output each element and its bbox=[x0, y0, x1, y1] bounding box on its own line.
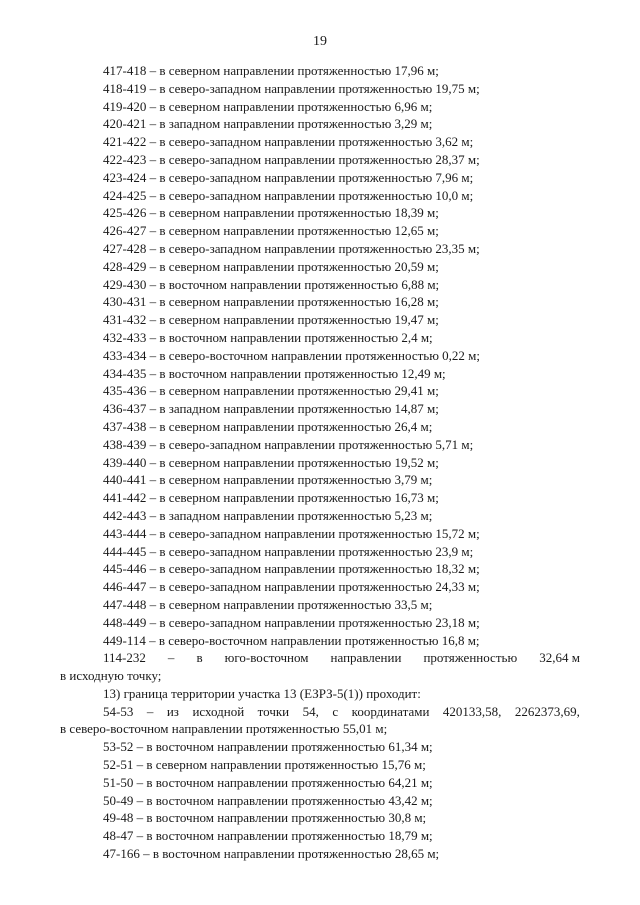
segment-line: 423-424 – в северо-западном направлении протяженностью 7,96 м; bbox=[103, 169, 474, 185]
segment-line: 433-434 – в северо-восточном направлении протяженностью 0,22 м; bbox=[103, 347, 481, 363]
segment-line: 420-421 – в западном направлении протяженностью 3,29 м; bbox=[103, 116, 433, 132]
segment-line: 426-427 – в северном направлении протяженностью 12,65 м; bbox=[103, 223, 439, 239]
justified-word: направлении bbox=[330, 650, 402, 666]
segment-line: 438-439 – в северо-западном направлении протяженностью 5,71 м; bbox=[103, 436, 474, 452]
segment-line: 435-436 – в северном направлении протяженностью 29,41 м; bbox=[103, 383, 439, 399]
segment-line: 447-448 – в северном направлении протяженностью 33,5 м; bbox=[103, 596, 433, 612]
segment-line: 47-166 – в восточном направлении протяженностью 28,65 м; bbox=[103, 846, 440, 862]
section-13-heading: 13) граница территории участка 13 (ЕЗРЗ-5(1)) проходит: bbox=[103, 685, 421, 701]
segment-line: 49-48 – в восточном направлении протяженностью 30,8 м; bbox=[103, 810, 427, 826]
segment-line: 440-441 – в северном направлении протяженностью 3,79 м; bbox=[103, 472, 433, 488]
justified-word: юго-восточном bbox=[224, 650, 309, 666]
segment-line: 428-429 – в северном направлении протяженностью 20,59 м; bbox=[103, 258, 439, 274]
segment-line: 425-426 – в северном направлении протяженностью 18,39 м; bbox=[103, 205, 439, 221]
segment-list-a bbox=[60, 62, 580, 649]
segment-line: 442-443 – в западном направлении протяженностью 5,23 м; bbox=[103, 507, 433, 523]
segment-line: 427-428 – в северо-западном направлении протяженностью 23,35 м; bbox=[103, 240, 480, 256]
justified-word: с bbox=[332, 703, 339, 719]
justified-word: – bbox=[167, 650, 175, 666]
segment-line: 434-435 – в восточном направлении протяженностью 12,49 м; bbox=[103, 365, 446, 381]
segment-line: 53-52 – в восточном направлении протяженностью 61,34 м; bbox=[103, 739, 433, 755]
segment-list-b bbox=[60, 738, 580, 863]
segment-line: 431-432 – в северном направлении протяженностью 19,47 м; bbox=[103, 312, 439, 328]
segment-line: 443-444 – в северо-западном направлении протяженностью 15,72 м; bbox=[103, 525, 480, 541]
segment-line: 418-419 – в северо-западном направлении протяженностью 19,75 м; bbox=[103, 80, 480, 96]
paragraph-114-232-continuation: в исходную точку; bbox=[60, 668, 162, 684]
segment-line: 430-431 – в северном направлении протяженностью 16,28 м; bbox=[103, 294, 439, 310]
page-number: 19 bbox=[313, 34, 327, 49]
justified-word: 2262373,69, bbox=[514, 703, 580, 719]
justified-word: 54-53 bbox=[103, 703, 134, 719]
segment-line: 429-430 – в восточном направлении протяженностью 6,88 м; bbox=[103, 276, 440, 292]
justified-word: протяженностью bbox=[423, 650, 518, 666]
section-13-first-continuation: в северо-восточном направлении протяженностью 55,01 м; bbox=[60, 721, 388, 737]
justified-word: 114-232 bbox=[103, 650, 146, 666]
segment-line: 444-445 – в северо-западном направлении протяженностью 23,9 м; bbox=[103, 543, 474, 559]
paragraph-114-232-first-line bbox=[60, 649, 580, 667]
segment-line: 422-423 – в северо-западном направлении протяженностью 28,37 м; bbox=[103, 151, 480, 167]
justified-word: точки bbox=[257, 703, 290, 719]
justified-word: координатами bbox=[351, 703, 430, 719]
segment-line: 432-433 – в восточном направлении протяженностью 2,4 м; bbox=[103, 329, 433, 345]
justified-word: из bbox=[166, 703, 179, 719]
segment-line: 50-49 – в восточном направлении протяженностью 43,42 м; bbox=[103, 792, 433, 808]
segment-line: 421-422 – в северо-западном направлении протяженностью 3,62 м; bbox=[103, 134, 474, 150]
justified-word: в bbox=[196, 650, 203, 666]
segment-line: 448-449 – в северо-западном направлении протяженностью 23,18 м; bbox=[103, 614, 480, 630]
document-body bbox=[60, 62, 580, 863]
segment-line: 439-440 – в северном направлении протяженностью 19,52 м; bbox=[103, 454, 439, 470]
segment-line: 419-420 – в северном направлении протяженностью 6,96 м; bbox=[103, 98, 433, 114]
segment-line: 436-437 – в западном направлении протяженностью 14,87 м; bbox=[103, 401, 439, 417]
segment-line: 52-51 – в северном направлении протяженностью 15,76 м; bbox=[103, 757, 426, 773]
section-13-first-line bbox=[60, 703, 580, 721]
segment-line: 449-114 – в северо-восточном направлении протяженностью 16,8 м; bbox=[103, 632, 480, 648]
segment-line: 437-438 – в северном направлении протяженностью 26,4 м; bbox=[103, 418, 433, 434]
justified-word: 32,64 м bbox=[539, 650, 580, 666]
segment-line: 441-442 – в северном направлении протяженностью 16,73 м; bbox=[103, 490, 439, 506]
segment-line: 51-50 – в восточном направлении протяженностью 64,21 м; bbox=[103, 774, 433, 790]
segment-line: 424-425 – в северо-западном направлении протяженностью 10,0 м; bbox=[103, 187, 474, 203]
segment-line: 446-447 – в северо-западном направлении протяженностью 24,33 м; bbox=[103, 579, 480, 595]
segment-line: 48-47 – в восточном направлении протяженностью 18,79 м; bbox=[103, 828, 433, 844]
segment-line: 417-418 – в северном направлении протяженностью 17,96 м; bbox=[103, 63, 439, 78]
justified-word: 54, bbox=[302, 703, 319, 719]
justified-word: – bbox=[146, 703, 154, 719]
segment-line: 445-446 – в северо-западном направлении протяженностью 18,32 м; bbox=[103, 561, 480, 577]
justified-word: исходной bbox=[192, 703, 245, 719]
justified-word: 420133,58, bbox=[442, 703, 502, 719]
